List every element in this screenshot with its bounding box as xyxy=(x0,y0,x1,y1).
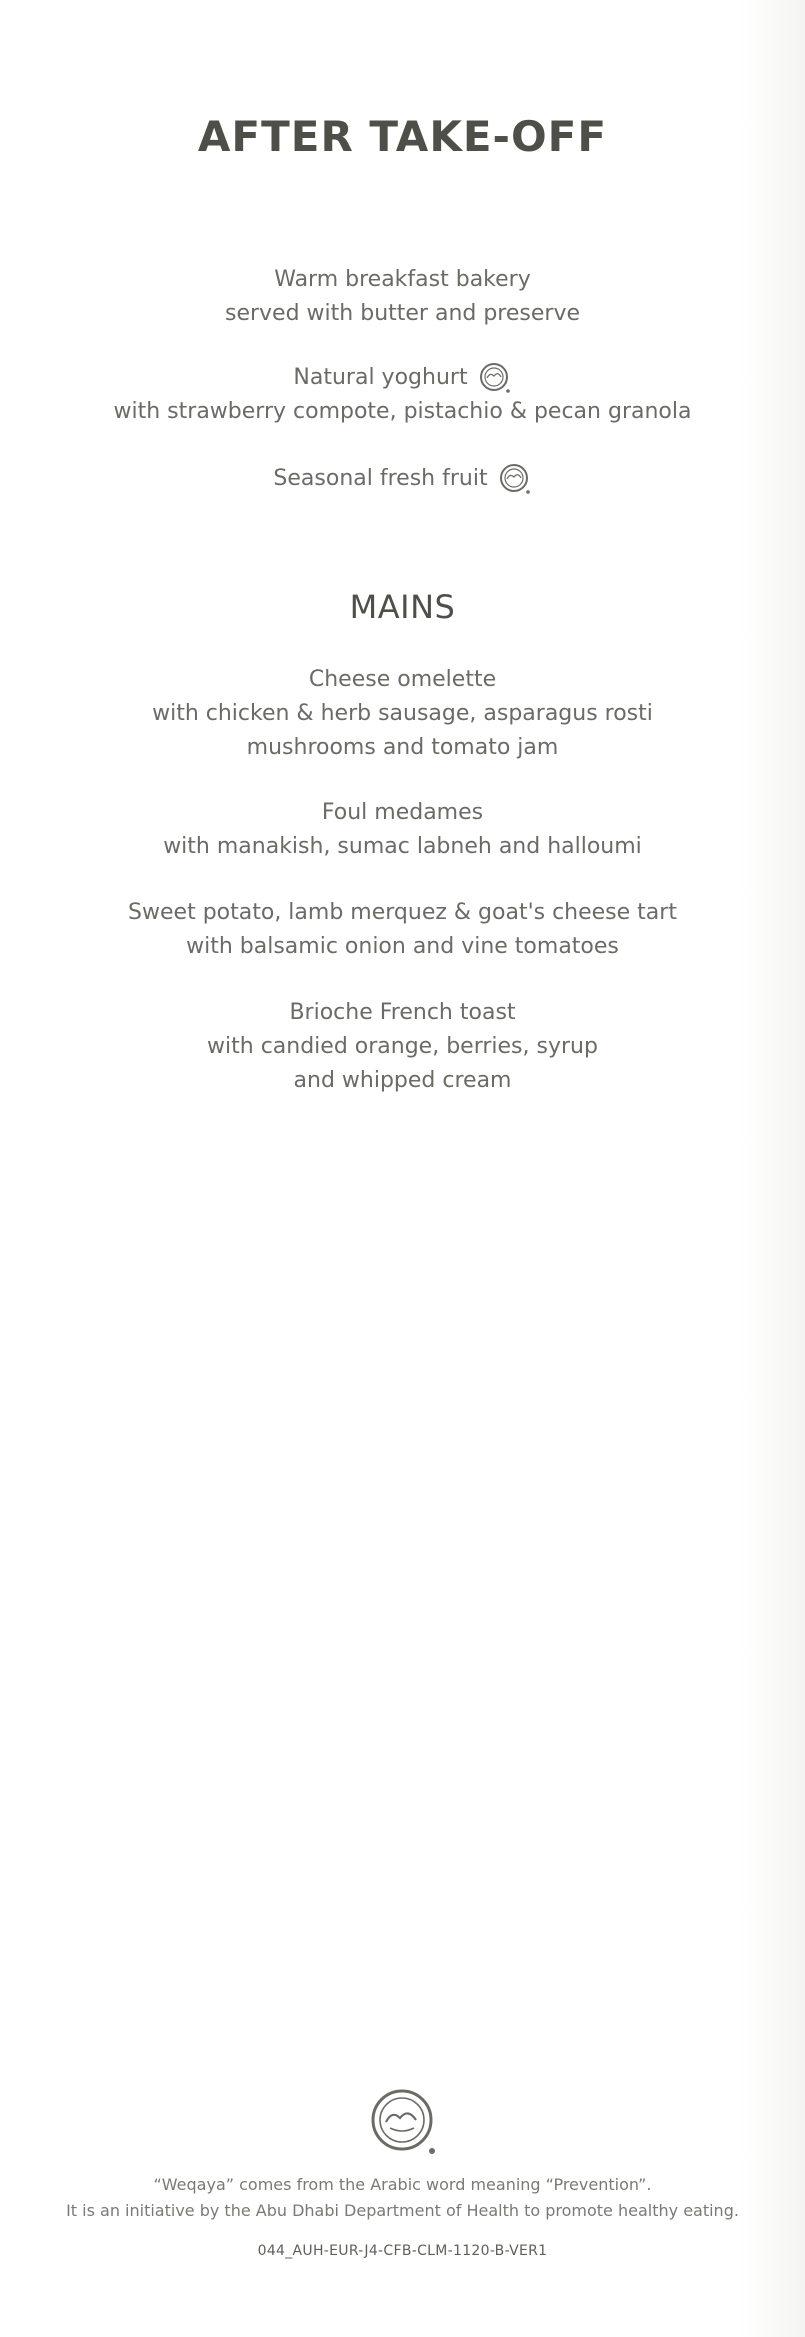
menu-item-sweet-potato-tart xyxy=(0,896,805,964)
menu-item-cheese-omelette xyxy=(0,663,805,765)
weqaya-icon xyxy=(498,463,532,495)
item-name: Warm breakfast bakery xyxy=(274,267,531,292)
item-name: Foul medames xyxy=(321,800,484,825)
item-description: mushrooms and tomato jam xyxy=(246,735,559,760)
menu-item-yoghurt xyxy=(0,361,805,429)
item-description: served with butter and preserve xyxy=(225,301,580,326)
menu-item-bakery xyxy=(0,263,805,331)
item-name: Brioche French toast xyxy=(289,1000,516,1025)
footer-weqaya-initiative: It is an initiative by the Abu Dhabi Department of Health to promote healthy eating. xyxy=(66,2201,739,2220)
item-description: and whipped cream xyxy=(293,1068,512,1093)
footer-weqaya-meaning: “Weqaya” comes from the Arabic word meaning “Prevention”. xyxy=(153,2175,652,2194)
item-description: with strawberry compote, pistachio & pecan granola xyxy=(113,399,692,424)
menu-item-foul-medames xyxy=(0,796,805,864)
item-description: with candied orange, berries, syrup xyxy=(207,1034,598,1059)
menu-item-fresh-fruit xyxy=(0,462,805,496)
menu-item-brioche-french-toast xyxy=(0,996,805,1098)
weqaya-logo-icon xyxy=(370,2088,438,2156)
item-name: Natural yoghurt xyxy=(293,365,468,390)
item-description: with manakish, sumac labneh and halloumi xyxy=(163,834,642,859)
section-title-mains: MAINS xyxy=(349,588,456,626)
section-title-after-takeoff: AFTER TAKE-OFF xyxy=(197,112,608,161)
item-name: Seasonal fresh fruit xyxy=(273,466,488,491)
item-name: Sweet potato, lamb merquez & goat's cheese tart xyxy=(128,900,677,925)
item-description: with chicken & herb sausage, asparagus rosti xyxy=(152,701,653,726)
menu-code: 044_AUH-EUR-J4-CFB-CLM-1120-B-VER1 xyxy=(257,2243,548,2259)
weqaya-icon xyxy=(478,362,512,394)
item-name: Cheese omelette xyxy=(308,667,497,692)
item-description: with balsamic onion and vine tomatoes xyxy=(186,934,619,959)
